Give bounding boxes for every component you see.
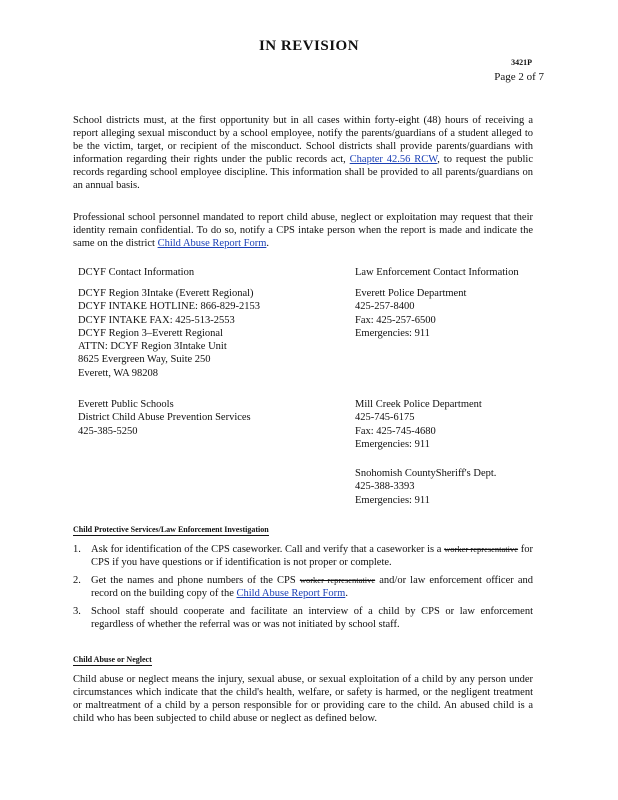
schools-line: Everett Public Schools xyxy=(78,399,174,410)
sheriff-block xyxy=(355,467,496,507)
struck-text: worker representative xyxy=(299,575,376,585)
intro-paragraph-2 xyxy=(73,211,533,250)
dcyf-line: DCYF INTAKE FAX: 425-513-2553 xyxy=(78,314,235,326)
dcyf-line: DCYF Region 3Intake (Everett Regional) xyxy=(78,288,254,299)
document-number: 3421P xyxy=(511,58,532,67)
law-enforcement-heading: Law Enforcement Contact Information xyxy=(355,267,519,278)
item-text: and/or law enforcement officer and record on the building copy of the xyxy=(91,575,533,599)
dcyf-line: ATTN: DCYF Region 3Intake Unit xyxy=(78,341,227,353)
mill-creek-police-block xyxy=(355,398,482,451)
dcyf-contact-block xyxy=(78,287,260,380)
list-item xyxy=(73,605,533,631)
police-line: Emergencies: 911 xyxy=(355,327,430,339)
intro-p1-tail: , to request the public records regarding school employee discipline. This information shall be provided to all parents/guardians on an annual basis. xyxy=(73,154,533,191)
intro-p1-text: School districts must, at the first opportunity but in all cases within forty-eight (48) hours of receiving a report alleging sexual misconduct by a school employee, notify the parents/guardians of a student alleged to be the victim, target, or recipient of the misconduct. School districts shall provide parents/guardians with information regarding their rights under the public records act, xyxy=(73,115,533,165)
police-line: Mill Creek Police Department xyxy=(355,399,482,410)
sheriff-line: Emergencies: 911 xyxy=(355,494,430,506)
item-text: Ask for identification of the CPS caseworker. Call and verify that a caseworker is a xyxy=(91,544,445,555)
item-text: . xyxy=(345,588,348,599)
list-item xyxy=(73,574,533,600)
intro-p2-text: Professional school personnel mandated to report child abuse, neglect or exploitation may request that their identity remain confidential. To do so, notify a CPS intake person when the report is made and indicate the same on the district xyxy=(73,212,533,249)
police-line: Everett Police Department xyxy=(355,288,467,299)
police-line: Emergencies: 911 xyxy=(355,438,430,450)
item-text: for CPS if you have questions or if identification is not proper or complete. xyxy=(91,544,533,568)
schools-line: District Child Abuse Prevention Services xyxy=(78,412,251,424)
item-number: 1. xyxy=(73,544,81,555)
investigation-list xyxy=(73,543,533,636)
child-abuse-report-form-link[interactable]: Child Abuse Report Form xyxy=(236,588,346,599)
neglect-heading: Child Abuse or Neglect xyxy=(73,655,152,664)
police-line: 425-257-8400 xyxy=(355,301,415,313)
investigation-heading: Child Protective Services/Law Enforcement Investigation xyxy=(73,525,269,534)
intro-p2-tail: . xyxy=(266,238,269,249)
item-text: Get the names and phone numbers of the CPS xyxy=(91,575,300,586)
child-abuse-report-form-link[interactable]: Child Abuse Report Form xyxy=(157,238,267,249)
everett-schools-block xyxy=(78,398,251,438)
struck-text: worker representative xyxy=(444,544,519,554)
dcyf-line: DCYF INTAKE HOTLINE: 866-829-2153 xyxy=(78,301,261,313)
schools-line: 425-385-5250 xyxy=(78,425,138,437)
police-line: 425-745-6175 xyxy=(355,412,415,424)
police-line: Fax: 425-745-4680 xyxy=(355,425,436,437)
neglect-paragraph: Child abuse or neglect means the injury, sexual abuse, or sexual exploitation of a child by any person under circumstances which indicate that the child's health, welfare, or safety is harmed, or the negligent treatment or maltreatment of a child by a person responsible for or providing care to the child. An abused child is a child who has been subjected to child abuse or neglect as defined below. xyxy=(73,674,533,724)
intro-paragraph-1 xyxy=(73,114,533,192)
rcw-chapter-link[interactable]: Chapter 42.56 RCW xyxy=(349,154,438,165)
dcyf-line: Everett, WA 98208 xyxy=(78,367,159,379)
item-number: 2. xyxy=(73,575,81,586)
sheriff-line: Snohomish CountySheriff's Dept. xyxy=(355,468,497,479)
list-item xyxy=(73,543,533,569)
dcyf-contact-heading: DCYF Contact Information xyxy=(78,267,195,278)
page-title: IN REVISION xyxy=(258,38,360,54)
dcyf-line: DCYF Region 3–Everett Regional xyxy=(78,327,223,339)
item-text: School staff should cooperate and facilitate an interview of a child by CPS or law enforcement regardless of whether the referral was or was not initiated by school staff. xyxy=(91,606,533,630)
sheriff-line: 425-388-3393 xyxy=(355,481,415,493)
dcyf-line: 8625 Evergreen Way, Suite 250 xyxy=(78,354,211,366)
everett-police-block xyxy=(355,287,466,340)
police-line: Fax: 425-257-6500 xyxy=(355,314,436,326)
page-number: Page 2 of 7 xyxy=(494,71,544,83)
item-number: 3. xyxy=(73,606,81,617)
